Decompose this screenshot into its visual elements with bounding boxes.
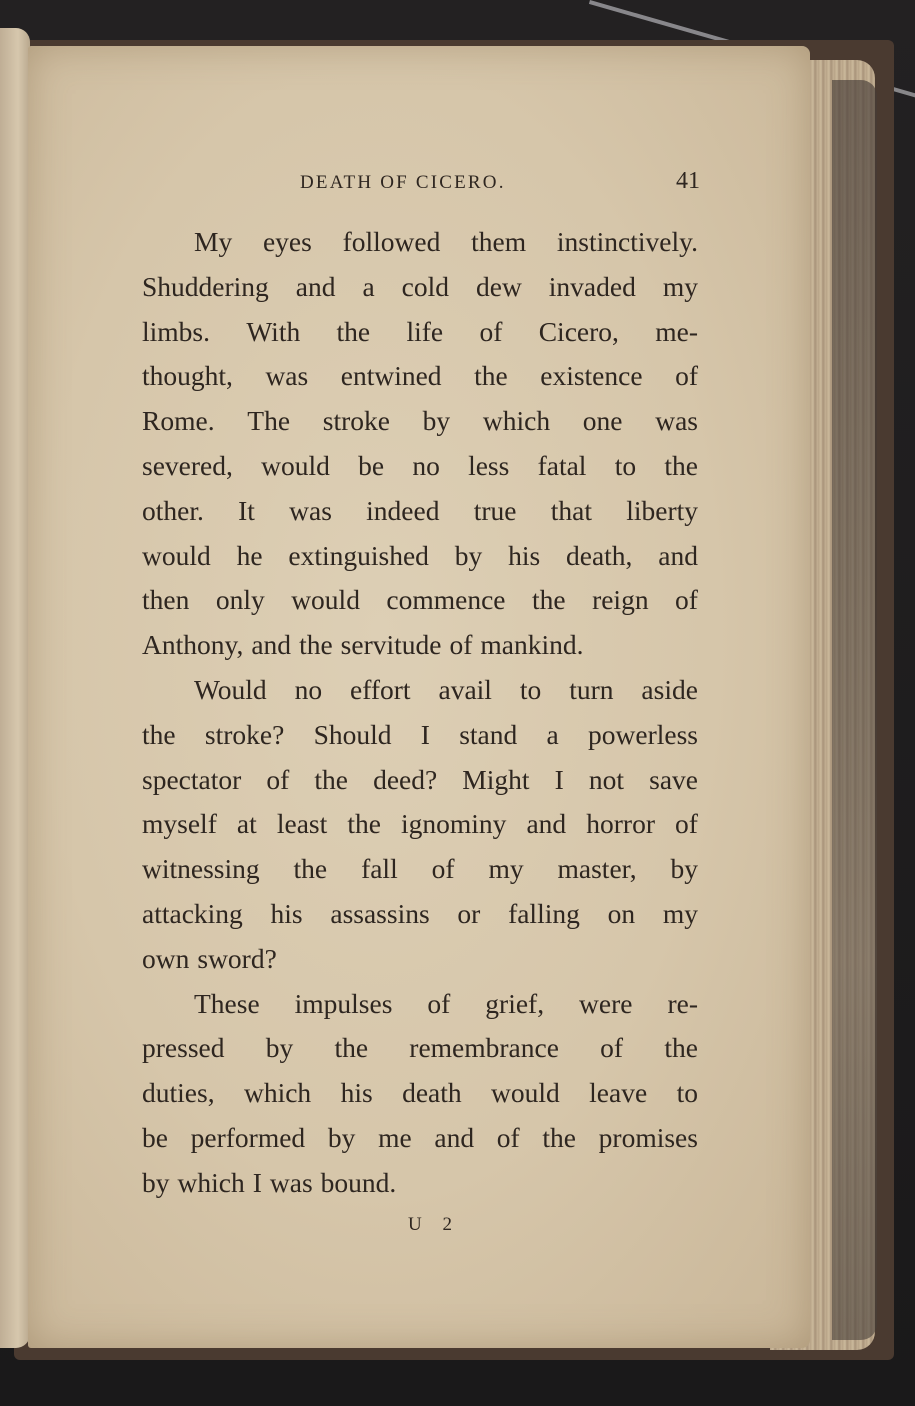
word: the <box>531 584 566 616</box>
word: These <box>194 987 260 1019</box>
word: myself <box>142 808 217 840</box>
word: stroke? <box>204 718 285 750</box>
word: my <box>662 897 698 929</box>
word: duties, <box>142 1077 215 1109</box>
word: Might <box>462 763 530 795</box>
word: on <box>607 897 636 929</box>
signature-mark: U 2 <box>408 1214 460 1235</box>
page-number: 41 <box>676 168 700 194</box>
word: avail <box>438 673 492 705</box>
text-line <box>142 578 698 623</box>
word: effort <box>350 673 411 705</box>
word: witnessing <box>142 853 260 885</box>
word: by <box>327 1121 356 1153</box>
word: turn <box>569 673 614 705</box>
word: his <box>270 897 303 929</box>
word: and <box>658 539 698 571</box>
text-line <box>142 534 698 579</box>
word: life <box>406 315 444 347</box>
word: that <box>550 494 592 526</box>
word: thought, <box>142 360 233 392</box>
word: dew <box>475 270 522 302</box>
word: reign <box>592 584 649 616</box>
word: which <box>243 1077 312 1109</box>
word: the <box>347 808 381 840</box>
word: less <box>468 449 510 481</box>
word: cold <box>401 270 450 302</box>
word: Would <box>194 673 267 705</box>
word: which <box>482 405 551 437</box>
word: and <box>526 808 567 840</box>
word: the <box>334 1032 369 1064</box>
word: of <box>266 763 290 795</box>
text-line <box>142 937 698 982</box>
word: the <box>664 1032 698 1064</box>
word: sword? <box>197 942 277 974</box>
word: not <box>588 763 625 795</box>
word: his <box>340 1077 373 1109</box>
word: least <box>276 808 328 840</box>
text-line <box>142 668 698 713</box>
text-line <box>142 354 698 399</box>
word: to <box>676 1077 698 1109</box>
word: entwined <box>340 360 442 392</box>
word: by <box>265 1032 294 1064</box>
running-head <box>300 168 700 202</box>
word: the <box>474 360 508 392</box>
word: and <box>251 629 292 661</box>
word: of <box>600 1032 624 1064</box>
word: re- <box>667 987 698 1019</box>
word: only <box>215 584 265 616</box>
text-line <box>142 1116 698 1161</box>
text-line <box>142 758 698 803</box>
word: Cicero, <box>538 315 619 347</box>
word: the <box>314 763 348 795</box>
word: promises <box>598 1121 698 1153</box>
word: was <box>265 360 309 392</box>
word: them <box>471 226 527 257</box>
word: Should <box>313 718 392 750</box>
text-line <box>142 1161 698 1206</box>
word: he <box>236 539 263 571</box>
word: and <box>434 1121 475 1153</box>
word: death, <box>566 539 633 571</box>
word: remembrance <box>409 1032 559 1064</box>
word: spectator <box>142 763 242 795</box>
running-title: DEATH OF CICERO. <box>300 172 506 193</box>
word: me <box>378 1121 412 1153</box>
word: by <box>142 1166 170 1198</box>
word: or <box>457 897 481 929</box>
word: a <box>362 270 375 302</box>
word: of <box>496 1121 520 1153</box>
word: eyes <box>262 226 312 257</box>
word: my <box>662 270 698 302</box>
word: by <box>454 539 483 571</box>
text-line <box>142 982 698 1027</box>
text-line <box>142 310 698 355</box>
word: fall <box>361 853 398 885</box>
facing-page-edge <box>0 28 30 1348</box>
word: were <box>579 987 633 1019</box>
word: liberty <box>626 494 698 526</box>
word: grief, <box>485 987 545 1019</box>
text-line <box>142 713 698 758</box>
text-line <box>142 802 698 847</box>
word: horror <box>586 808 655 840</box>
word: bound. <box>320 1166 397 1198</box>
word: at <box>236 808 257 840</box>
word: his <box>508 539 541 571</box>
word: to <box>519 673 542 705</box>
word: My <box>194 226 233 257</box>
word: extinguished <box>288 539 429 571</box>
word: other. <box>142 494 204 526</box>
word: followed <box>342 226 441 257</box>
word: Shuddering <box>142 270 269 302</box>
word: I <box>252 1166 262 1198</box>
text-line <box>142 1026 698 1071</box>
word: to <box>614 449 637 481</box>
word: save <box>649 763 698 795</box>
word: which <box>177 1166 245 1198</box>
word: of <box>431 853 455 885</box>
word: The <box>247 405 291 437</box>
word: It <box>238 494 255 526</box>
word: impulses <box>294 987 393 1019</box>
word: fatal <box>537 449 587 481</box>
body-text <box>142 220 698 1206</box>
text-line <box>142 847 698 892</box>
word: a <box>546 718 559 750</box>
word: by <box>670 853 698 885</box>
text-line <box>142 399 698 444</box>
word: own <box>142 942 190 974</box>
word: pressed <box>142 1032 225 1064</box>
word: true <box>473 494 517 526</box>
text-line <box>142 220 698 265</box>
word: would <box>142 539 211 571</box>
word: was <box>289 494 332 526</box>
text-line <box>142 1071 698 1116</box>
word: indeed <box>366 494 440 526</box>
word: be <box>358 449 385 481</box>
word: one <box>582 405 623 437</box>
word: my <box>488 853 524 885</box>
word: me- <box>655 315 698 347</box>
word: ignominy <box>400 808 507 840</box>
word: of <box>427 987 451 1019</box>
word: aside <box>641 673 698 705</box>
word: of <box>675 360 698 392</box>
word: severed, <box>142 449 233 481</box>
word: servitude <box>340 629 442 661</box>
text-line <box>142 489 698 534</box>
word: and <box>295 270 336 302</box>
word: the <box>142 718 176 750</box>
word: performed <box>190 1121 306 1153</box>
word: then <box>142 584 190 616</box>
word: existence <box>540 360 643 392</box>
word: by <box>422 405 451 437</box>
word: of <box>675 808 698 840</box>
word: stroke <box>322 405 390 437</box>
word: invaded <box>548 270 636 302</box>
word: the <box>293 853 328 885</box>
word: the <box>336 315 371 347</box>
word: instinctively. <box>556 226 698 257</box>
word: be <box>142 1121 168 1153</box>
word: falling <box>508 897 580 929</box>
word: would <box>491 1077 560 1109</box>
word: would <box>261 449 330 481</box>
word: was <box>655 405 698 437</box>
word: mankind. <box>480 629 584 661</box>
word: was <box>269 1166 313 1198</box>
word: master, <box>557 853 637 885</box>
word: I <box>420 718 430 750</box>
text-line <box>142 265 698 310</box>
word: of <box>675 584 698 616</box>
text-line <box>142 892 698 937</box>
word: the <box>542 1121 576 1153</box>
word: deed? <box>373 763 438 795</box>
word: no <box>412 449 440 481</box>
page-edge-stain <box>832 80 877 1340</box>
word: the <box>664 449 698 481</box>
word: leave <box>589 1077 648 1109</box>
word: limbs. <box>142 315 210 347</box>
word: no <box>294 673 323 705</box>
word: attacking <box>142 897 243 929</box>
word: Anthony, <box>142 629 244 661</box>
word: death <box>402 1077 462 1109</box>
word: commence <box>386 584 506 616</box>
word: I <box>554 763 564 795</box>
word: of <box>479 315 503 347</box>
word: Rome. <box>142 405 215 437</box>
word: stand <box>459 718 518 750</box>
word: would <box>291 584 360 616</box>
word: With <box>246 315 301 347</box>
word: powerless <box>588 718 698 750</box>
word: assassins <box>330 897 430 929</box>
word: of <box>449 629 473 661</box>
word: the <box>299 629 333 661</box>
text-line <box>142 623 698 668</box>
text-line <box>142 444 698 489</box>
